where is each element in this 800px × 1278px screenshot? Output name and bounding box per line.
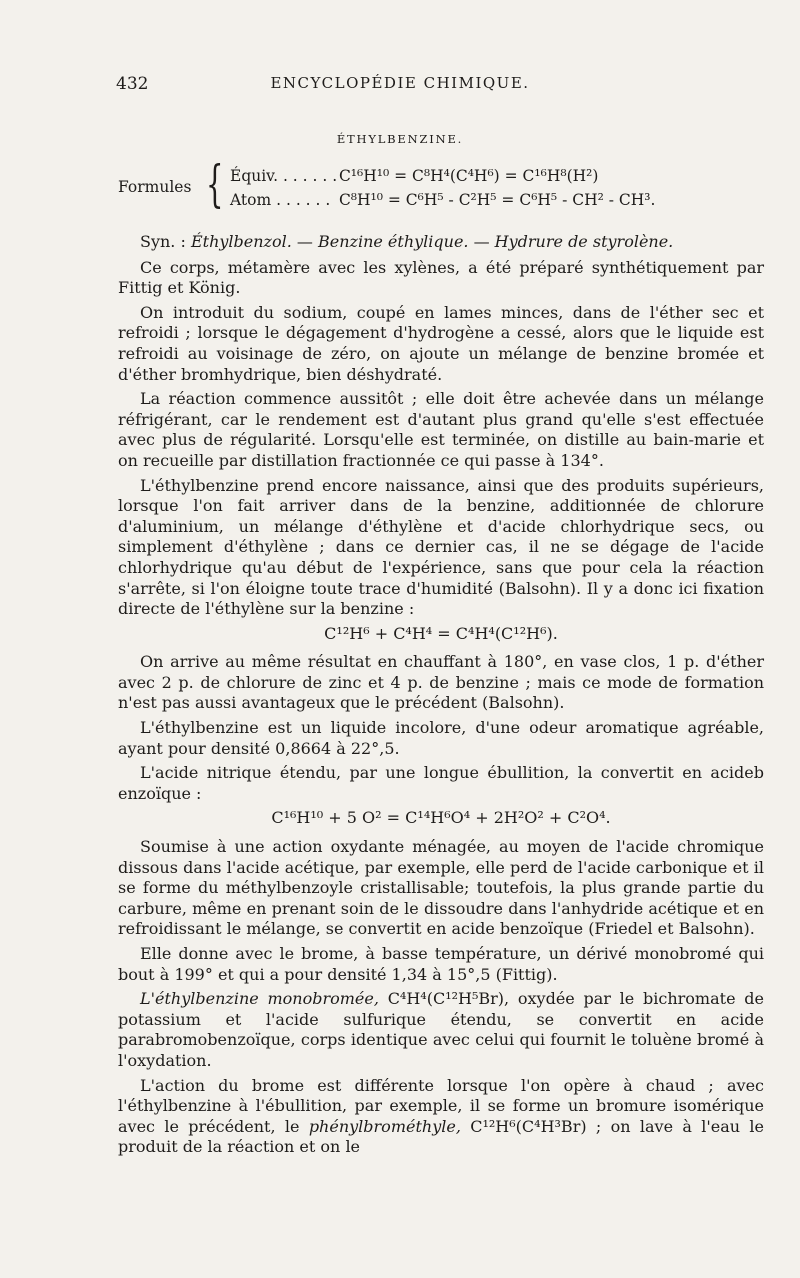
page-number: 432 — [116, 74, 149, 94]
brace-icon: { — [206, 155, 224, 213]
paragraph: L'éthylbenzine est un liquide incolore, d'une odeur aromatique agréable, ayant pour densité 0,8664 à 22°,5. — [118, 718, 764, 758]
paragraph-text: L'action du brome est différente lorsque l'on opère à chaud ; avec l'éthylbenzine à l'ébullition, par exemple, il se forme un bromure isomérique avec le précédent, le — [118, 1075, 764, 1136]
paragraph: On arrive au même résultat en chauffant à 180°, en vase clos, 1 p. d'éther avec 2 p. de chlorure de zinc et 4 p. de benzine ; mais ce mode de formation n'est pas aussi avantageux que le précédent (Balsohn). — [118, 652, 764, 713]
term-monobromee: L'éthylbenzine monobromée, — [140, 989, 379, 1009]
paragraph: L'acide nitrique étendu, par une longue ébullition, la convertit en acideb enzoïque : — [118, 763, 764, 803]
paragraph: Ce corps, métamère avec les xylènes, a été préparé synthétiquement par Fittig et König. — [118, 257, 764, 298]
paragraph: L'éthylbenzine prend encore naissance, ainsi que des produits supérieurs, lorsque l'on fait arriver dans de la benzine, additionnée de chlorure d'aluminium, un mélange d'éthylène et d'acide chlorhydrique secs, ou simplement d'éthylène ; dans ce dernier cas, il ne se dégage de l'acide chlorhydrique qu'au début de l'expérience, sans que pour cela la réaction s'arrête, si l'on éloigne toute trace d'humidité (Balsohn). Il y a donc ici fixation directe de l'éthylène sur la benzine : — [118, 475, 764, 619]
formula-value: C¹⁶H¹⁰ = C⁸H⁴(C⁴H⁶) = C¹⁶H⁸(H²) — [338, 167, 599, 185]
synonyms-line — [118, 232, 764, 253]
body-text — [118, 232, 764, 1162]
synonyms-prefix: Syn. : — [140, 232, 191, 251]
page-header — [0, 74, 800, 98]
equation: C¹²H⁶ + C⁴H⁴ = C⁴H⁴(C¹²H⁶). — [324, 623, 558, 643]
section-title: ÉTHYLBENZINE. — [336, 132, 464, 146]
formula-row-atom — [230, 191, 655, 209]
formulas-label: Formules — [118, 178, 192, 196]
synonym-separator: — — [468, 232, 495, 251]
formula-value: C⁸H¹⁰ = C⁶H⁵ - C²H⁵ = C⁶H⁵ - CH² - CH³. — [338, 191, 656, 209]
paragraph: Elle donne avec le brome, à basse température, un dérivé monobromé qui bout à 199° et qui a pour densité 1,34 à 15°,5 (Fittig). — [118, 944, 764, 984]
synonym-2: Benzine éthylique. — [317, 232, 469, 251]
synonym-separator: — — [291, 232, 318, 251]
paragraph-text: C¹²H⁶(C⁴H³Br) ; on lave à l'eau le produit de la réaction et on le — [118, 1116, 764, 1157]
synonym-1: Éthylbenzol. — [190, 232, 292, 251]
formula-name: Équiv. . . . . . . — [230, 167, 338, 185]
paragraph: On introduit du sodium, coupé en lames minces, dans de l'éther sec et refroidi ; lorsque le dégagement d'hydrogène a cessé, alors que le liquide est refroidi au voisinage de zéro, on ajoute un mélange de benzine bromée et d'éther bromhydrique, bien déshydraté. — [118, 302, 764, 384]
running-title: ENCYCLOPÉDIE CHIMIQUE. — [270, 74, 530, 92]
term-phenylbromethyle: phénylbrométhyle, — [308, 1116, 461, 1136]
paragraph-text: C⁴H⁴(C¹²H⁵Br), oxydée par le bichromate de potassium et l'acide sulfurique étendu, se convertit en acide parabromobenzoïque, corps identique avec celui qui fournit le toluène bromé à l'oxydation. — [118, 989, 764, 1070]
equation: C¹⁶H¹⁰ + 5 O² = C¹⁴H⁶O⁴ + 2H²O² + C²O⁴. — [271, 808, 611, 828]
formula-row-equiv — [230, 167, 598, 185]
paragraph — [118, 989, 764, 1071]
formula-name: Atom . . . . . . — [230, 191, 331, 209]
paragraph: Soumise à une action oxydante ménagée, au moyen de l'acide chromique dissous dans l'acide acétique, par exemple, elle perd de l'acide carbonique et il se forme du méthylbenzoyle cristallisable; toutefois, la plus grande partie du carbure, même en prenant soin de le dissoudre dans l'anhydride acétique et en refroidissant le mélange, se convertit en acide benzoïque (Friedel et Balsohn). — [118, 837, 764, 939]
formulas-block — [118, 155, 758, 215]
paragraph — [118, 1076, 764, 1158]
paragraph: La réaction commence aussitôt ; elle doit être achevée dans un mélange réfrigérant, car le rendement est d'autant plus grand qu'elle s'est effectuée avec plus de régularité. Lorsqu'elle est terminée, on distille au bain-marie et on recueille par distillation fractionnée ce qui passe à 134°. — [118, 389, 764, 470]
synonym-3: Hydrure de styrolène. — [494, 232, 674, 251]
